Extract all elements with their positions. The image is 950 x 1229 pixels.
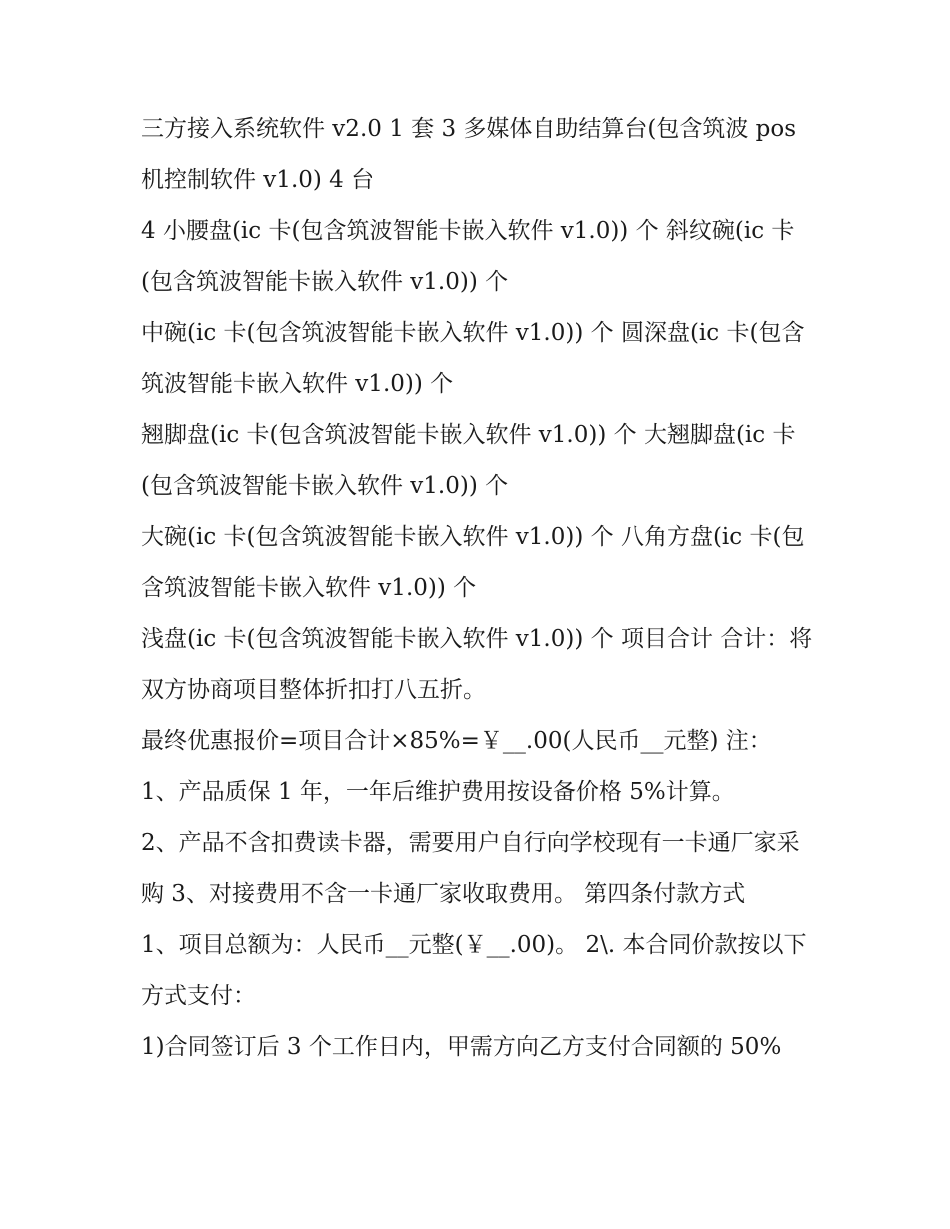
paragraph-shallow-plate-total: 浅盘(ic 卡(包含筑波智能卡嵌入软件 v1.0)) 个 项目合计 合计：将双方协商项目整体折扣打八五折。	[141, 626, 813, 703]
paragraph-medium-bowl-deep-plate: 中碗(ic 卡(包含筑波智能卡嵌入软件 v1.0)) 个 圆深盘(ic 卡(包含筑波智能卡嵌入软件 v1.0)) 个	[141, 320, 805, 397]
paragraph-payment-term: 1)合同签订后 3 个工作日内，甲需方向乙方支付合同额的 50%	[141, 1034, 782, 1060]
paragraph-equipment-list: 三方接入系统软件 v2.0 1 套 3 多媒体自助结算台(包含筑波 pos 机控制软件 v1.0) 4 台	[141, 116, 797, 193]
paragraph-final-quote: 最终优惠报价=项目合计×85%=￥__.00(人民币__元整) 注： 1、产品质保 1 年，一年后维护费用按设备价格 5%计算。	[141, 728, 772, 805]
paragraph-raised-plate: 翘脚盘(ic 卡(包含筑波智能卡嵌入软件 v1.0)) 个 大翘脚盘(ic 卡(包含筑波智能卡嵌入软件 v1.0)) 个	[141, 422, 796, 499]
paragraph-large-bowl-octagonal-plate: 大碗(ic 卡(包含筑波智能卡嵌入软件 v1.0)) 个 八角方盘(ic 卡(包含筑波智能卡嵌入软件 v1.0)) 个	[141, 524, 805, 601]
paragraph-project-total: 1、项目总额为：人民币__元整(￥__.00)。 2\. 本合同价款按以下方式支付：	[141, 932, 807, 1009]
paragraph-small-plate-twill-bowl: 4 小腰盘(ic 卡(包含筑波智能卡嵌入软件 v1.0)) 个 斜纹碗(ic 卡(包含筑波智能卡嵌入软件 v1.0)) 个	[141, 218, 795, 295]
paragraph-card-reader-note: 2、产品不含扣费读卡器，需要用户自行向学校现有一卡通厂家采购 3、对接费用不含一卡通厂家收取费用。 第四条付款方式	[141, 830, 800, 907]
document-body	[141, 104, 813, 1073]
